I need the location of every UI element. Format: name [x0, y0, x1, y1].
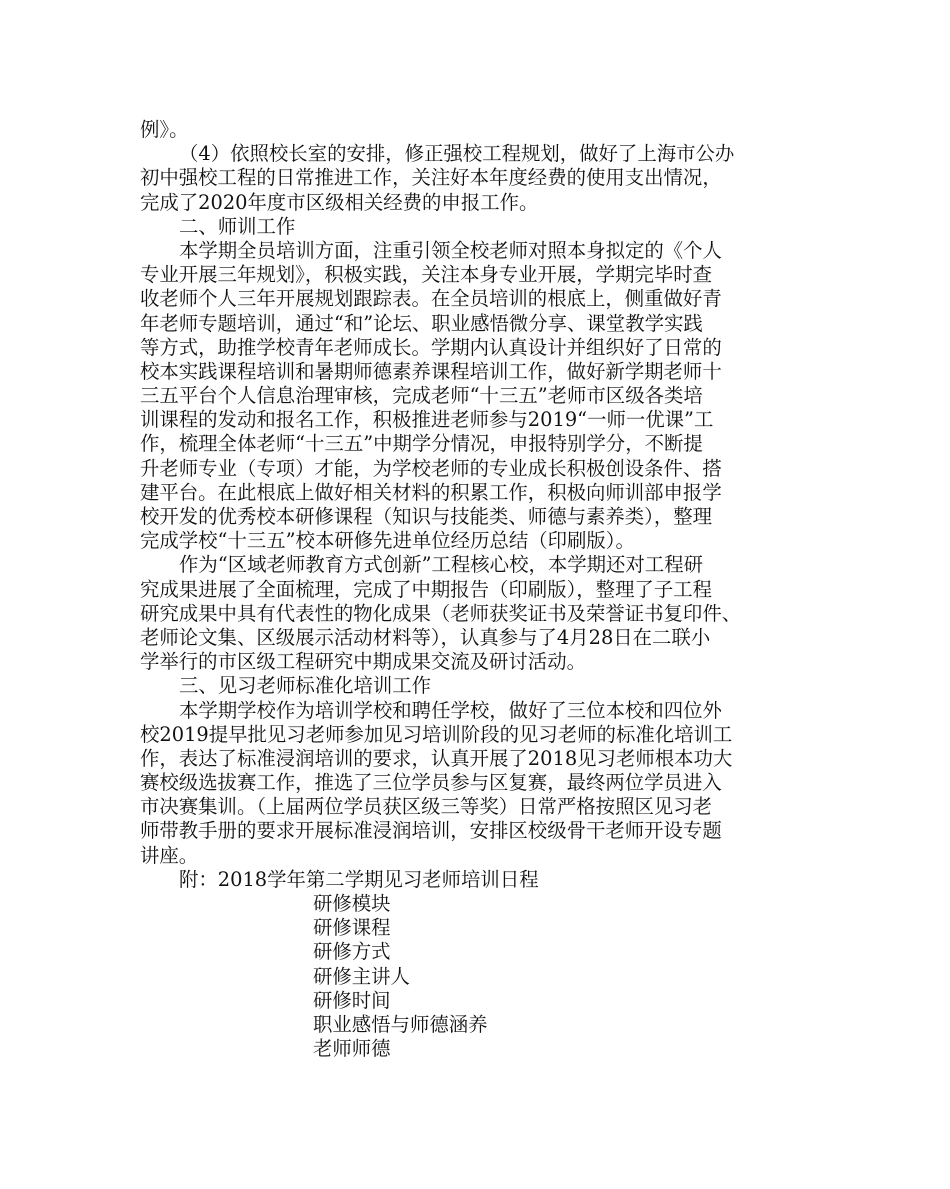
- text-line: 例》。: [140, 118, 189, 141]
- text-line: 初中强校工程的日常推进工作，关注好本年度经费的使用支出情况，: [140, 166, 722, 190]
- text-line: 完成学校“十三五”校本研修先进单位经历总结（印刷版）。: [140, 529, 635, 553]
- text-line: 完成了2020年度市区级相关经费的申报工作。: [140, 190, 539, 214]
- text-line: 专业开展三年规划》，积极实践，关注本身专业开展，学期完毕时查: [140, 263, 713, 287]
- text-line: 讲座。: [140, 843, 199, 867]
- text-line: （4）依照校长室的安排，修正强校工程规划，做好了上海市公办: [179, 142, 735, 166]
- text-line: 收老师个人三年开展规划跟踪表。在全员培训的根底上，侧重做好青: [140, 287, 722, 311]
- text-line: 三五平台个人信息治理审核，完成老师“十三五”老师市区级各类培: [140, 384, 703, 408]
- text-line: 学举行的市区级工程研究中期成果交流及研讨活动。: [140, 650, 586, 674]
- text-line: 市决赛集训。（上届两位学员获区级三等奖）日常严格按照区见习老: [140, 795, 713, 819]
- text-line: 老师论文集、区级展示活动材料等），认真参与了4月28日在二联小: [140, 625, 711, 649]
- text-line: 作为“区域老师教育方式创新”工程核心校，本学期还对工程研: [179, 553, 703, 577]
- text-line: 训课程的发动和报名工作，积极推进老师参与2019“一师一优课”工: [140, 408, 714, 432]
- text-line: 升老师专业（专项）才能，为学校老师的专业成长积极创设条件、搭: [140, 456, 722, 480]
- text-line: 校2019提早批见习老师参加见习培训阶段的见习老师的标准化培训工: [140, 722, 733, 746]
- text-line: 年老师专题培训，通过“和”论坛、职业感悟微分享、课堂教学实践: [140, 311, 703, 335]
- document-page: [140, 118, 820, 1061]
- text-line: 附：2018学年第二学期见习老师培训日程: [179, 867, 539, 891]
- text-line: 师带教手册的要求开展标准浸润培训，安排区校级骨干老师开设专题: [140, 819, 722, 843]
- text-line: 二、师训工作: [179, 214, 296, 238]
- text-line: 校开发的优秀校本研修课程（知识与技能类、师德与素养类），整理: [140, 505, 713, 528]
- text-line: 建平台。在此根底上做好相关材料的积累工作，积极向师训部申报学: [140, 480, 722, 504]
- text-line: 研修方式: [313, 940, 391, 964]
- text-line: 赛校级选拔赛工作，推选了三位学员参与区复赛，最终两位学员进入: [140, 771, 722, 795]
- text-line: 本学期全员培训方面，注重引领全校老师对照本身拟定的《个人: [179, 238, 722, 262]
- text-line: 三、见习老师标准化培训工作: [179, 674, 432, 698]
- text-line: 等方式，助推学校青年老师成长。学期内认真设计并组织好了日常的: [140, 335, 722, 359]
- text-line: 研修主讲人: [313, 964, 410, 988]
- text-line: 究成果进展了全面梳理，完成了中期报告（印刷版），整理了子工程: [140, 577, 713, 601]
- text-line: 研修课程: [313, 916, 391, 940]
- text-line: 作，梳理全体老师“十三五”中期学分情况，申报特别学分，不断提: [140, 432, 703, 456]
- text-line: 研究成果中具有代表性的物化成果（老师获奖证书及荣誉证书复印件、: [140, 601, 742, 625]
- text-line: 职业感悟与师德涵养: [313, 1012, 488, 1036]
- text-line: 研修时间: [313, 988, 391, 1012]
- text-line: 作，表达了标准浸润培训的要求，认真开展了2018见习老师根本功大: [140, 746, 733, 770]
- text-line: 研修模块: [313, 892, 391, 915]
- text-line: 老师师德: [313, 1037, 391, 1061]
- text-line: 本学期学校作为培训学校和聘任学校，做好了三位本校和四位外: [179, 698, 722, 722]
- text-line: 校本实践课程培训和暑期师德素养课程培训工作，做好新学期老师十: [140, 359, 722, 383]
